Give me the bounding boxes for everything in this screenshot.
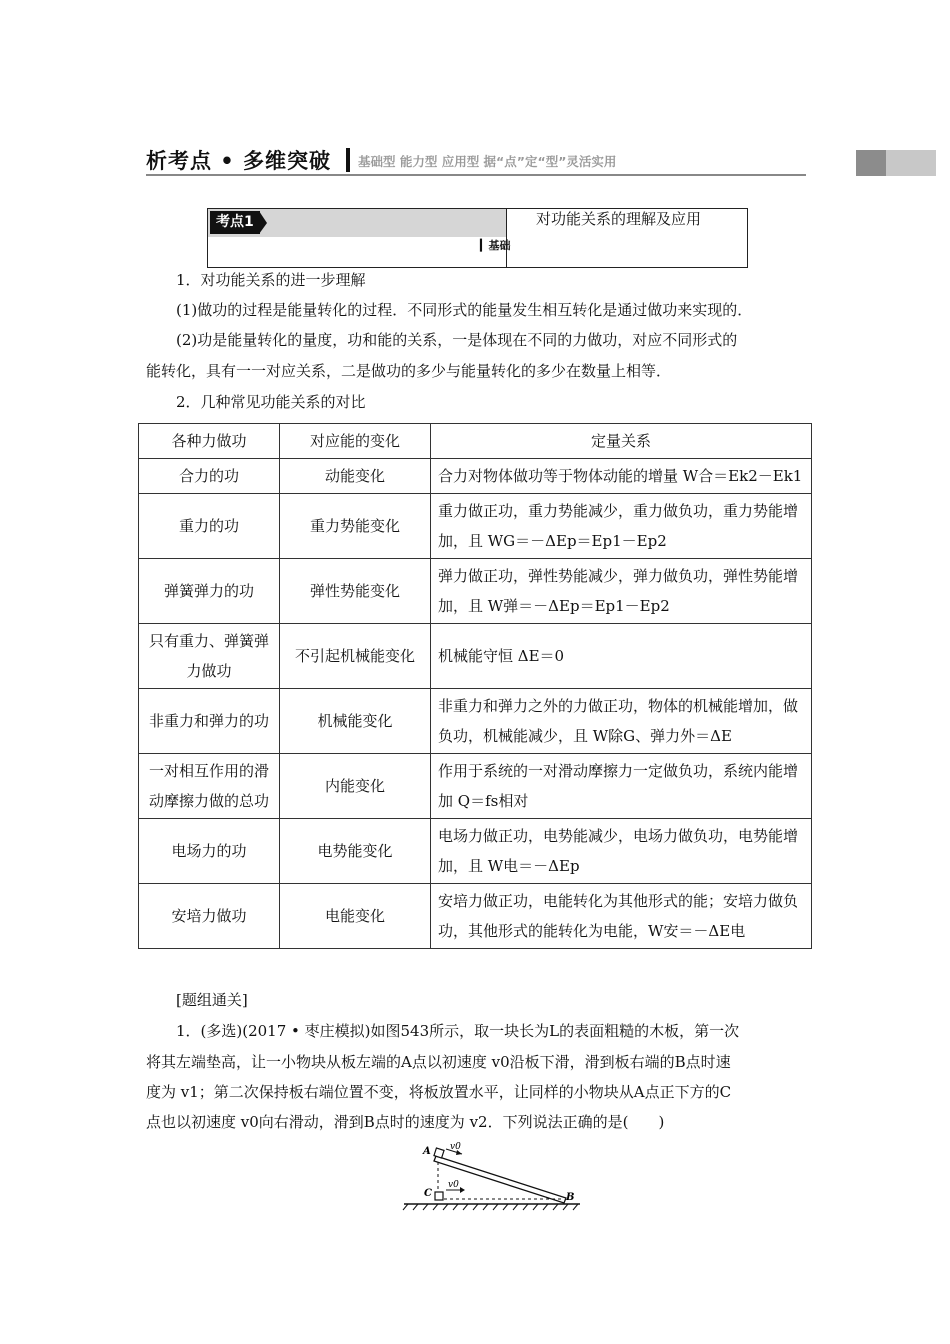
energy-cell: 动能变化	[280, 459, 431, 494]
force-cell: 一对相互作用的滑动摩擦力做的总功	[139, 754, 280, 819]
label-v0-top: v0	[450, 1142, 461, 1152]
energy-cell: 电能变化	[280, 884, 431, 949]
point-1-heading: 1．对功能关系的进一步理解	[176, 271, 366, 289]
block-c	[435, 1192, 443, 1200]
label-v0-bottom: v0	[448, 1180, 459, 1190]
table-row	[139, 459, 812, 494]
header-rule	[146, 174, 806, 176]
paragraph-1: (1)做功的过程是能量转化的过程．不同形式的能量发生相互转化是通过做功来实现的．	[176, 301, 753, 319]
label-b: B	[566, 1192, 575, 1203]
relation-cell: 安培力做正功，电能转化为其他形式的能；安培力做负功，其他形式的能转化为电能，W安＝－ΔE电	[431, 884, 812, 949]
header-light-block	[886, 150, 936, 176]
table-row	[139, 819, 812, 884]
force-cell: 电场力的功	[139, 819, 280, 884]
force-cell: 安培力做功	[139, 884, 280, 949]
table-row	[139, 494, 812, 559]
ground-hatching	[403, 1204, 578, 1210]
relation-cell: 作用于系统的一对滑动摩擦力一定做负功，系统内能增加 Q＝fs相对	[431, 754, 812, 819]
incline-figure	[398, 1140, 588, 1218]
header-energy: 对应能的变化	[280, 424, 431, 459]
force-cell: 只有重力、弹簧弹力做功	[139, 624, 280, 689]
header-force: 各种力做功	[139, 424, 280, 459]
question-1-line-3: 度为 v1；第二次保持板右端位置不变，将板放置水平，让同样的小物块从A点正下方的C	[146, 1083, 732, 1101]
energy-cell: 电势能变化	[280, 819, 431, 884]
exercise-section-label: [题组通关]	[176, 991, 248, 1009]
section-title: 析考点 • 多维突破	[146, 149, 332, 173]
point-2-heading: 2．几种常见功能关系的对比	[176, 393, 366, 411]
comparison-table	[138, 423, 812, 949]
relation-cell: 弹力做正功，弹性势能减少，弹力做负功，弹性势能增加，且 W弹＝－ΔEp＝Ep1－Ep2	[431, 559, 812, 624]
kaodian-title: 对功能关系的理解及应用	[536, 210, 702, 228]
question-1-line-2: 将其左端垫高，让一小物块从板左端的A点以初速度 v0沿板下滑，滑到板右端的B点时速	[146, 1053, 731, 1071]
kaodian-divider	[506, 209, 507, 267]
arrowhead-bottom	[460, 1187, 465, 1193]
label-a: A	[423, 1146, 431, 1157]
force-cell: 合力的功	[139, 459, 280, 494]
header-relation: 定量关系	[431, 424, 812, 459]
paragraph-2a: (2)功是能量转化的量度，功和能的关系，一是体现在不同的力做功，对应不同形式的	[176, 331, 738, 349]
force-cell: 非重力和弹力的功	[139, 689, 280, 754]
energy-cell: 机械能变化	[280, 689, 431, 754]
kaodian-badge-arrow	[259, 211, 267, 234]
paragraph-2b: 能转化，具有一一对应关系，二是做功的多少与能量转化的多少在数量上相等．	[146, 362, 672, 380]
energy-cell: 弹性势能变化	[280, 559, 431, 624]
table-row	[139, 559, 812, 624]
relation-cell: 重力做正功，重力势能减少，重力做负功，重力势能增加，且 WG＝－ΔEp＝Ep1－Ep2	[431, 494, 812, 559]
section-subtitle: 基础型 能力型 应用型 据“点”定“型”灵活实用	[358, 154, 617, 169]
energy-cell: 不引起机械能变化	[280, 624, 431, 689]
table-row	[139, 689, 812, 754]
kaodian-level: ▎基础	[480, 239, 511, 252]
label-c: C	[424, 1188, 432, 1199]
kaodian-badge: 考点1	[210, 211, 260, 234]
table-header-row	[139, 424, 812, 459]
relation-cell: 合力对物体做功等于物体动能的增量 W合＝Ek2－Ek1	[431, 459, 812, 494]
header-dark-block	[856, 150, 886, 176]
energy-cell: 重力势能变化	[280, 494, 431, 559]
block-a	[434, 1148, 444, 1158]
title-divider-bar	[346, 148, 350, 172]
table-row	[139, 884, 812, 949]
force-cell: 弹簧弹力的功	[139, 559, 280, 624]
question-1-line-1: 1．(多选)(2017 • 枣庄模拟)如图543所示，取一块长为L的表面粗糙的木板，第一次	[176, 1022, 740, 1040]
relation-cell: 机械能守恒 ΔE＝0	[431, 624, 812, 689]
table-row	[139, 624, 812, 689]
table-row	[139, 754, 812, 819]
energy-cell: 内能变化	[280, 754, 431, 819]
force-cell: 重力的功	[139, 494, 280, 559]
question-1-line-4: 点也以初速度 v0向右滑动，滑到B点时的速度为 v2．下列说法正确的是( )	[146, 1113, 665, 1131]
relation-cell: 非重力和弹力之外的力做正功，物体的机械能增加，做负功，机械能减少，且 W除G、弹力外＝ΔE	[431, 689, 812, 754]
relation-cell: 电场力做正功，电势能减少，电场力做负功，电势能增加，且 W电＝－ΔEp	[431, 819, 812, 884]
